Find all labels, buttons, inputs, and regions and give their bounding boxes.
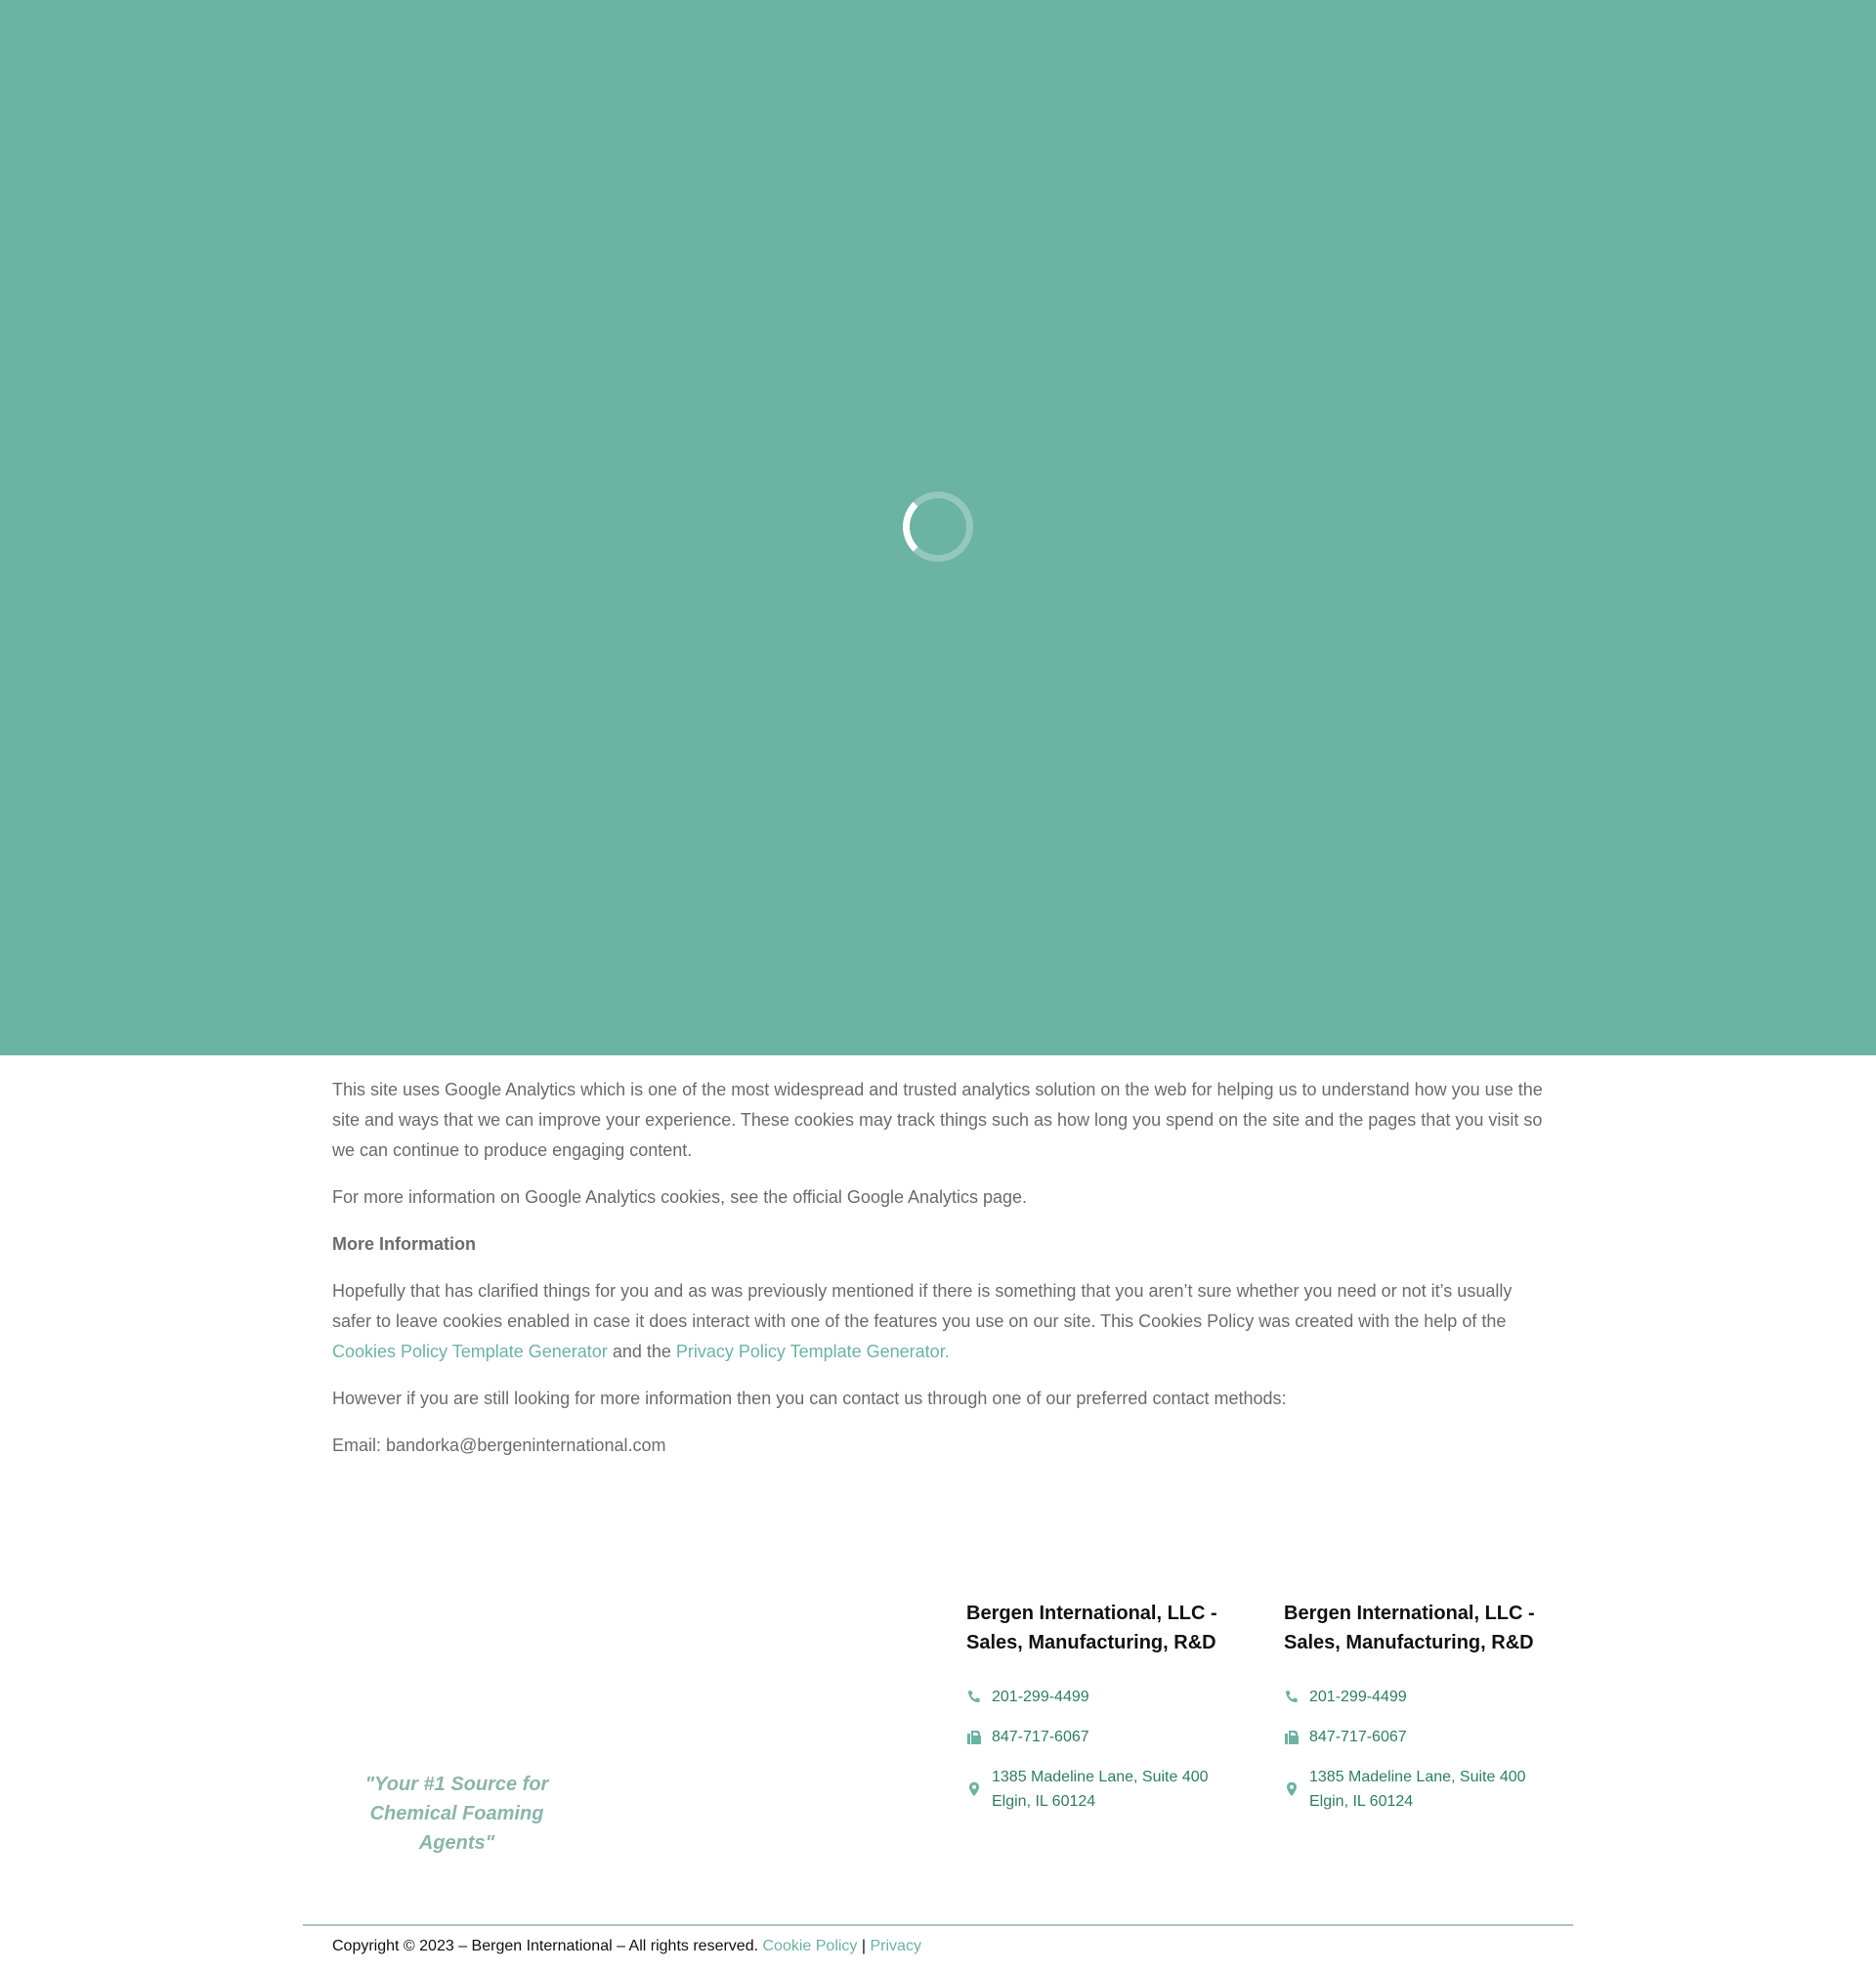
- cookie-policy-content: [332, 1075, 1549, 1478]
- more-information-heading: More Information: [332, 1234, 476, 1254]
- address-line-1: 1385 Madeline Lane, Suite 400: [1309, 1769, 1526, 1785]
- fax-number: 847-717-6067: [992, 1729, 1089, 1745]
- contact-methods-paragraph: However if you are still looking for more information then you can contact us through one of our preferred contact methods:: [332, 1389, 1287, 1408]
- fax-row: [1284, 1725, 1577, 1749]
- email-line: Email: bandorka@bergeninternational.com: [332, 1435, 666, 1455]
- cookie-policy-link[interactable]: Cookie Policy: [762, 1938, 858, 1954]
- contact-title: Bergen International, LLC - Sales, Manufacturing, R&D: [1284, 1603, 1535, 1653]
- analytics-paragraph: This site uses Google Analytics which is one of the most widespread and trusted analytics solution on the web for helping us to understand how you use the site and ways that we can improve your experience. These cookies may track things such as how long you spend on the site and the pages that you visit so we can continue to produce engaging content.: [332, 1080, 1543, 1160]
- footer-divider: [303, 1924, 1573, 1926]
- address-row: [1284, 1765, 1577, 1814]
- privacy-policy-generator-link[interactable]: Privacy Policy Template Generator.: [675, 1342, 950, 1361]
- address-line-1: 1385 Madeline Lane, Suite 400: [992, 1769, 1209, 1785]
- and-the-text: and the: [612, 1342, 671, 1361]
- footer-separator: |: [861, 1938, 867, 1954]
- phone-icon: [1284, 1685, 1309, 1709]
- tagline: "Your #1 Source for Chemical Foaming Agents": [364, 1774, 549, 1854]
- analytics-info-paragraph: For more information on Google Analytics cookies, see the official Google Analytics page.: [332, 1187, 1028, 1207]
- address-row: [966, 1765, 1259, 1814]
- phone-number[interactable]: 201-299-4499: [992, 1689, 1089, 1705]
- phone-icon: [966, 1685, 992, 1709]
- location-pin-icon: [1284, 1765, 1309, 1814]
- phone-row[interactable]: [1284, 1685, 1577, 1709]
- fax-row: [966, 1725, 1259, 1749]
- copyright-text: Copyright © 2023 – Bergen International – All rights reserved.: [332, 1938, 759, 1954]
- address: [992, 1765, 1209, 1814]
- contact-title: Bergen International, LLC - Sales, Manufacturing, R&D: [966, 1603, 1217, 1653]
- footer-bar: [332, 1935, 921, 1958]
- address-line-2: Elgin, IL 60124: [992, 1793, 1096, 1810]
- cookies-policy-generator-link[interactable]: Cookies Policy Template Generator: [332, 1342, 608, 1361]
- fax-icon: [966, 1725, 992, 1749]
- phone-row[interactable]: [966, 1685, 1259, 1709]
- contact-block: [1284, 1599, 1577, 1829]
- address: [1309, 1765, 1526, 1814]
- clarification-text: Hopefully that has clarified things for you and as was previously mentioned if there is something that you aren’t sure whether you need or not it’s usually safer to leave cookies enabled in case it does interact with one of the features you use on our site. This Cookies Policy was created with the help of the: [332, 1281, 1513, 1331]
- location-pin-icon: [966, 1765, 992, 1814]
- clarification-paragraph: [332, 1276, 1549, 1367]
- fax-icon: [1284, 1725, 1309, 1749]
- privacy-link[interactable]: Privacy: [870, 1938, 921, 1954]
- address-line-2: Elgin, IL 60124: [1309, 1793, 1414, 1810]
- fax-number: 847-717-6067: [1309, 1729, 1407, 1745]
- loading-spinner-icon: [903, 492, 973, 562]
- phone-number[interactable]: 201-299-4499: [1309, 1689, 1407, 1705]
- contact-block: [966, 1599, 1259, 1829]
